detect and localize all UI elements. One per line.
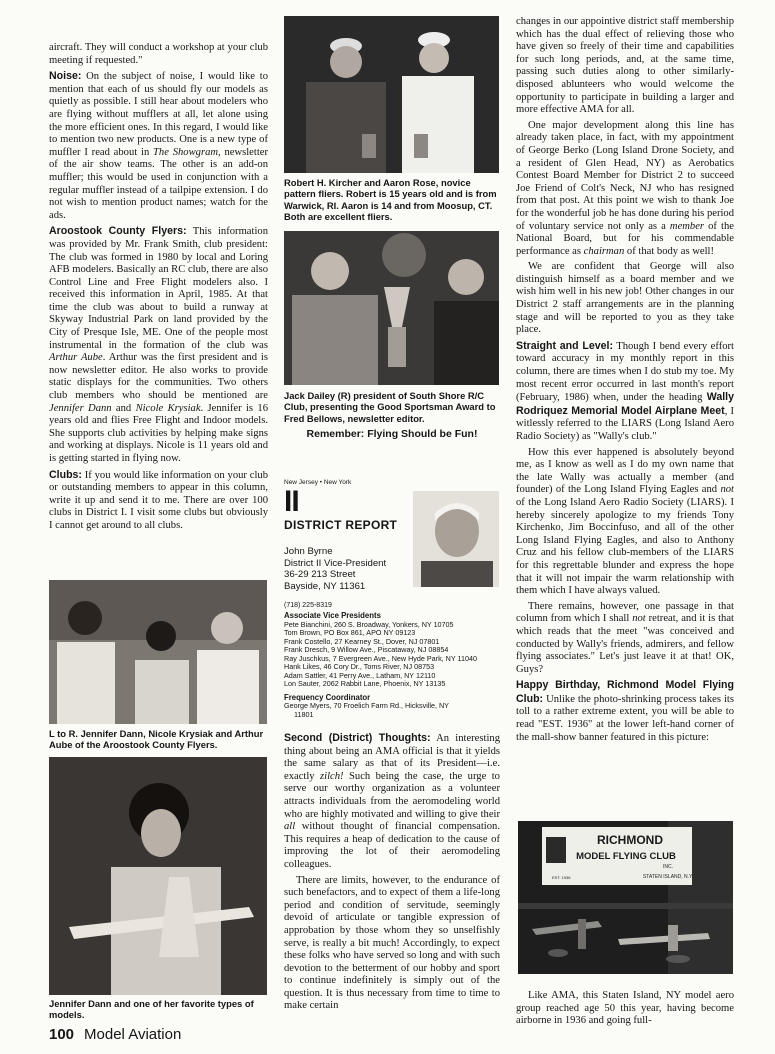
paragraph-aroostook: Aroostook County Flyers: This information was provided by Mr. Frank Smith, club president: The club was formed in 1980 by local and Loring AFB modelers. Basically an RC club, there are also Control Line and Free Flight modelers also. I received this information in April, 1985. At that time the club was about to build a runway at Skyway Industrial Park on land provided by the City of Presque Isle, ME. One of the people most instrumental in the formation of the club was Arthur Aube. Arthur was the first president and is now newsletter editor. He also works to provide static displays for the communities. Two others club members who should be mentioned are Jennifer Dann and Nicole Krysiak. Jennifer is 16 years old and flies Free Flight and Indoor models. She supports club activities by helping make signs and working at displays. Nicole is 11 years old and is getting started in flying now. <box>49 225 268 464</box>
column-1-top-text <box>49 42 268 536</box>
district-states: New Jersey • New York <box>284 479 352 486</box>
freq-line-2: 11801 <box>294 710 314 720</box>
photo-john-byrne-art <box>413 491 499 587</box>
page-footer <box>49 1026 181 1043</box>
vp-title: District II Vice-President <box>284 557 387 569</box>
freq-line-1: George Myers, 70 Froelich Farm Rd., Hicksville, NY <box>284 701 449 711</box>
photo-richmond-banner-art <box>518 821 733 974</box>
photo-dailey-bellows-art <box>284 231 499 385</box>
banner-line-3: INC. <box>663 864 673 870</box>
photo-john-byrne <box>413 491 499 587</box>
photo-dailey-bellows <box>284 231 499 385</box>
photo-richmond-banner <box>518 821 733 974</box>
avp-entry: Hank Likes, 46 Cory Dr., Toms River, NJ 08753 <box>284 662 435 672</box>
banner-line-4: STATEN ISLAND, N.Y. <box>642 874 694 880</box>
caption-aroostook-trio: L to R. Jennifer Dann, Nicole Krysiak and Arthur Aube of the Aroostook County Flyers. <box>49 728 264 751</box>
magazine-name: Model Aviation <box>84 1026 182 1043</box>
paragraph-berko: One major development along this line has already taken place, in fact, with my appointment of George Berko (Long Island Drone Society, and a resident of Glen Head, NY) as Aerobatics Contest Board Member for District 2 to succeed Joe Friend of Colt's Neck, NJ who has resigned from that post. At this point we wish to thank Joe for the wonderful job he has done during his period of voluntary service not only as a member of the National Board, but for his commendable performance as chairman of that body as well! <box>516 119 735 257</box>
paragraph-remains: There remains, however, one passage in that column from which I shall not retreat, and it is that which reads that the meet "was conceived and conducted by Wally's friends, admirers, and fellow flying associates." Let's just leave it at that! OK, Guys? <box>516 600 734 675</box>
column-3-last <box>516 990 734 1031</box>
banner-line-1: RICHMOND <box>597 833 663 847</box>
paragraph-clubs: Clubs: If you would like information on your club or outstanding members to appear in this column, write it up and send it to me. There are over 100 clubs in District I. I visit some clubs but obviously I cannot get around to all clubs. <box>49 468 268 531</box>
district-report-header <box>284 479 414 532</box>
heading-happy-birthday: Happy Birthday, Richmond Model Flying Club: <box>516 679 734 705</box>
district-contact <box>284 546 414 612</box>
avp-entry: Frank Dresch, 9 Willow Ave., Piscataway, NJ 08854 <box>284 645 449 655</box>
avp-entry: Adam Sattler, 41 Perry Ave., Latham, NY 12110 <box>284 670 436 680</box>
photo-aroostook-trio-art <box>49 580 267 724</box>
avp-entry: Pete Bianchini, 260 S. Broadway, Yonkers, NY 10705 <box>284 619 454 629</box>
vp-address-1: 36-29 213 Street <box>284 569 356 581</box>
column-2-text <box>284 732 500 1016</box>
photo-aroostook-trio <box>49 580 267 724</box>
avp-heading: Associate Vice Presidents <box>284 611 381 620</box>
banner-est: EST. 1936 <box>552 875 571 880</box>
paragraph-confident: We are confident that George will also distinguish himself as a board member and we wish him well in his new job! Other changes in our District 2 staff arrangements are in the planning stage and will be reported to you as they take place. <box>516 261 734 336</box>
vp-address-2: Bayside, NY 11361 <box>284 580 366 592</box>
vp-name: John Byrne <box>284 546 333 557</box>
avp-entry: Ray Juschkus, 7 Evergreen Ave., New Hyde Park, NY 11040 <box>284 653 477 663</box>
heading-noise: Noise: <box>49 70 82 83</box>
column-3-text <box>516 16 734 747</box>
photo-jennifer-dann <box>49 757 267 995</box>
photo-kircher-rose <box>284 16 499 173</box>
paragraph-straight-level: Straight and Level: Though I bend every effort toward accuracy in my monthly report in this column, there are times when I do stub my toe. My most recent error occurred in last month's report (February, 1986) when, under the heading Wally Rodriquez Memorial Model Airplane Meet, I witlessly referred to the LIARS (Long Island Aero Radio Society) as "Wally's club." <box>516 339 734 442</box>
heading-clubs: Clubs: <box>49 468 82 481</box>
freq-heading: Frequency Coordinator <box>284 692 371 702</box>
avp-entry: Tom Brown, PO Box 861, APO NY 09123 <box>284 628 416 638</box>
paragraph-happy-birthday: Happy Birthday, Richmond Model Flying Club: Unlike the photo-shrinking process takes its toll to a rather extreme extent, you will be able to read "EST. 1936" at the lower left-hand corner of the mall-show banner featured in this picture: <box>516 679 734 743</box>
paragraph-how: How this ever happened is absolutely beyond me, as I know as well as I do my own name that the late Wally was actually a member (and founder) of the Long Island Flying Eagles and not of the Long Island Aero Radio Society (LIARS). I hereby sincerely apologize to my friends Tony Kirchenko, Jim Boccinfuso, and all of the other Long Island Flying Eagles, and also to Anthony Cruz and his fellow club-members of the LIARS for this regrettable blunder and express the hope that it will not impair the warm relationship with them which I have always valued. <box>516 446 734 597</box>
heading-straight-level: Straight and Level: <box>516 339 613 352</box>
vp-phone: (718) 225-8319 <box>284 602 332 610</box>
paragraph-limits: There are limits, however, to the endurance of such benefactors, and to expect of them a life-long period and condition of servitude, seemingly devoid of articulate or tangible expression of approbation by those whom they so unselfishly serve, is really a bit much! Accordingly, to expect these folks who have served so long and with such devotion to the betterment of our hobby and sport to continue indefinitely is simply out of the question. It is thus necessary from time to time to make certain <box>284 874 500 1012</box>
motto-flying-fun: Remember: Flying Should be Fun! <box>306 428 478 440</box>
avp-entry: Lon Sauter, 2062 Rabbit Lane, Phoenix, NY 13135 <box>284 679 446 689</box>
page-number: 100 <box>49 1026 75 1043</box>
banner-line-2: MODEL FLYING CLUB <box>576 851 676 862</box>
paragraph-like-ama: Like AMA, this Staten Island, NY model aero group reached age 50 this year, having become airborne in 1936 and going full- <box>516 990 734 1027</box>
heading-second-thoughts: Second (District) Thoughts: <box>284 732 431 744</box>
wally-meet-name: Wally Rodriquez Memorial Model Airplane Meet <box>516 391 734 417</box>
associate-vp-list <box>284 612 500 720</box>
caption-dailey-bellows: Jack Dailey (R) president of South Shore R/C Club, presenting the Good Sportsman Award to Fred Bellows, newsletter editor. <box>284 390 496 424</box>
district-numeral: II <box>284 485 299 518</box>
paragraph-staff-changes: changes in our appointive district staff membership which has the dual effect of relieving those who have given so freely of their time and capabilities for such long periods, and, at the same time, passing such duties along to other similarly-disposed ablunteers who would welcome the opportunity to participate in building a larger and more effective AMA for all. <box>516 16 734 116</box>
photo-jennifer-dann-art <box>49 757 267 995</box>
heading-aroostook: Aroostook County Flyers: <box>49 225 187 238</box>
district-title: DISTRICT REPORT <box>284 518 398 532</box>
caption-kircher-rose: Robert H. Kircher and Aaron Rose, novice pattern fliers. Robert is 15 years old and is from Warwick, RI. Aaron is 14 and from Moosup, CT. Both are excellent fliers. <box>284 177 497 223</box>
avp-entry: Frank Costello, 27 Kearney St., Dover, NJ 07801 <box>284 636 440 646</box>
paragraph-second-thoughts: Second (District) Thoughts: An interesting thing about being an AMA official is that it yields the same salary as that of its President—i.e. exactly zilch! Such being the case, the urge to serve our worthy organization as a volunteer attracts individuals from the aeromodeling world who are highly motivated and willing to give their all without thought of financial compensation. This requires a heap of dedication to the cause of improving the lot of their aeromodeling colleagues. <box>284 732 500 870</box>
paragraph-workshop: aircraft. They will conduct a workshop at your club meeting if requested." <box>49 42 268 66</box>
photo-kircher-rose-art <box>284 16 499 173</box>
paragraph-noise: Noise: On the subject of noise, I would like to mention that each of us should fly our models as quietly as possible. I still hear about modelers who are flying without mufflers at all, let alone using the more efficient ones. In this regard, I would like to mention two new products. One is a new type of muffler I read about in The Showgram, newsletter of the air show teams. The other is an add-on muffler; this would be used in conjunction with a regular muffler instead of a tailpipe extension. I do not wish to mention product names; watch for the ads. <box>49 70 269 221</box>
caption-jennifer-dann: Jennifer Dann and one of her favorite types of models. <box>49 998 254 1021</box>
